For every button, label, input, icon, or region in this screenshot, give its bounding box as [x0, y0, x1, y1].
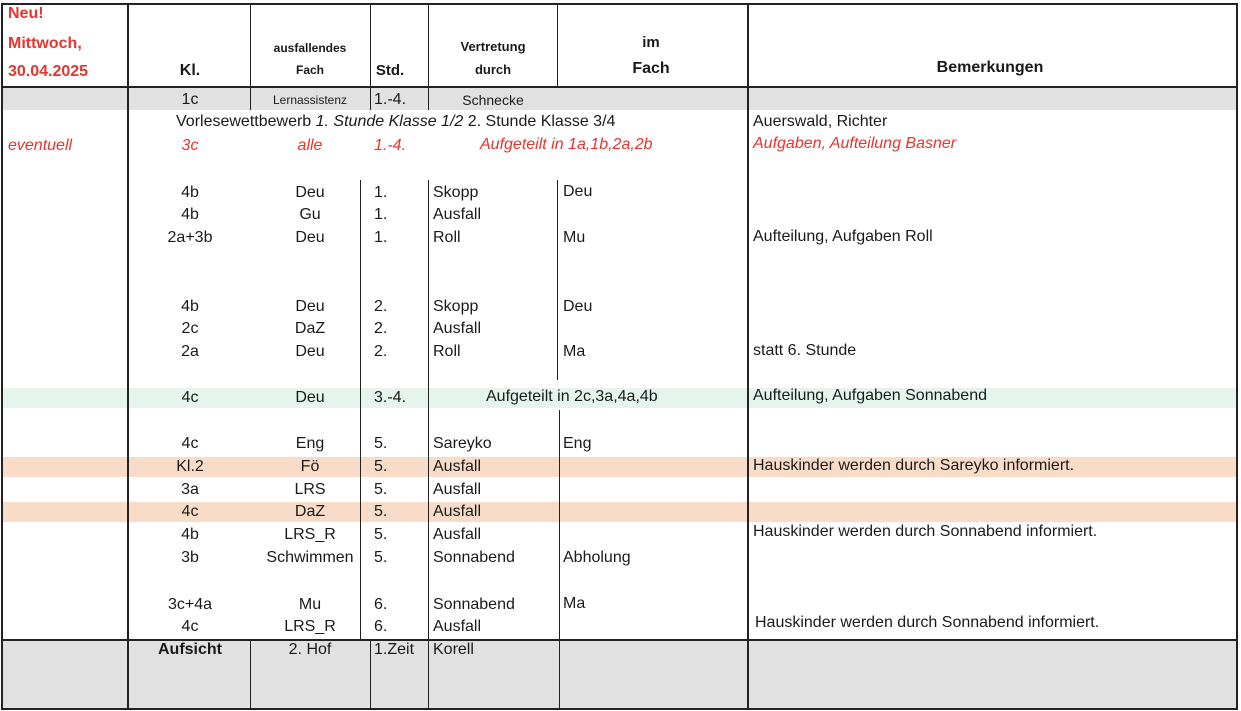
r10-klasse: 4b [181, 526, 199, 543]
r6-klasse: 4c [181, 435, 199, 452]
r4-std: 2. [374, 320, 388, 337]
row-4c-deu-std: 3.-4. [374, 389, 407, 406]
r8-std: 5. [374, 481, 388, 498]
r3-imfach: Deu [563, 298, 593, 315]
r3-std: 2. [374, 298, 388, 315]
r2-klasse: 2a+3b [167, 229, 213, 246]
col-line-5 [557, 4, 558, 86]
r6-std: 5. [374, 435, 388, 452]
r0-klasse: 4b [181, 184, 199, 201]
r5-std: 2. [374, 343, 388, 360]
header-fach-top: ausfallendes [273, 41, 347, 55]
col-line-4c [428, 180, 429, 708]
r12-klasse: 3c+4a [167, 596, 213, 613]
r7-bemerkung: Hauskinder werden durch Sareyko informiert. [753, 457, 1075, 474]
notice-weekday: Mittwoch, [8, 35, 82, 52]
col-line-2b [250, 88, 251, 110]
r6-fach: Eng [295, 435, 325, 452]
col-line-4 [428, 4, 429, 86]
row3-bemerkung: Aufgaben, Aufteilung Basner [753, 135, 957, 152]
row3-fach: alle [297, 137, 323, 154]
r5-fach: Deu [295, 343, 325, 360]
r13-fach: LRS_R [284, 618, 336, 635]
row1-vertretung: Schnecke [462, 92, 524, 108]
col-line-3d [370, 639, 371, 708]
r8-fach: LRS [294, 481, 326, 498]
header-vertretung-top: Vertretung [460, 39, 526, 54]
r7-vertretung: Ausfall [433, 458, 482, 475]
r9-fach: DaZ [294, 503, 326, 520]
r7-fach: Fö [300, 458, 320, 475]
col-line-3 [370, 4, 371, 86]
r3-klasse: 4b [181, 298, 199, 315]
r1-fach: Gu [299, 206, 321, 223]
row2-text-c: 2. Stunde Klasse 3/4 [467, 113, 616, 130]
row-4c-deu-vertretung: Aufgeteilt in 2c,3a,4a,4b [486, 388, 658, 405]
col-line-1 [127, 4, 129, 708]
row2-event [176, 114, 615, 130]
col-line-3b [370, 88, 371, 110]
header-imfach-bottom: Fach [632, 60, 670, 77]
r8-vertretung: Ausfall [433, 481, 482, 498]
r9-klasse: 4c [181, 503, 199, 520]
r10-bemerkung: Hauskinder werden durch Sonnabend informiert. [753, 523, 1098, 540]
r0-fach: Deu [295, 184, 325, 201]
header-std: Std. [375, 62, 405, 79]
col-line-4b [428, 88, 429, 110]
r9-vertretung: Ausfall [433, 503, 482, 520]
r2-imfach: Mu [563, 229, 586, 246]
r10-vertretung: Ausfall [433, 526, 482, 543]
header-vertretung-bottom: durch [474, 62, 512, 77]
r13-bemerkung: Hauskinder werden durch Sonnabend informiert. [755, 614, 1100, 631]
r5-klasse: 2a [181, 343, 199, 360]
col-line-2 [250, 4, 251, 86]
r0-imfach: Deu [563, 183, 593, 200]
r1-klasse: 4b [181, 206, 199, 223]
r11-std: 5. [374, 549, 388, 566]
r6-vertretung: Sareyko [433, 435, 492, 452]
header-bemerkungen: Bemerkungen [936, 59, 1044, 76]
r12-vertretung: Sonnabend [433, 596, 515, 613]
row2-text-b: 1. Stunde Klasse 1/2 [315, 113, 464, 130]
r13-klasse: 4c [181, 618, 199, 635]
aufsicht-label: Aufsicht [158, 641, 222, 658]
r5-imfach: Ma [563, 343, 586, 360]
aufsicht-ort: 2. Hof [288, 641, 332, 658]
r12-std: 6. [374, 596, 388, 613]
row1-klasse: 1c [181, 91, 199, 108]
r7-klasse: Kl.2 [176, 458, 204, 475]
row1-fach: Lernassistenz [272, 93, 348, 107]
r11-vertretung: Sonnabend [433, 549, 515, 566]
r4-klasse: 2c [181, 320, 199, 337]
r5-vertretung: Roll [433, 343, 461, 360]
r11-fach: Schwimmen [266, 549, 354, 566]
r9-std: 5. [374, 503, 388, 520]
r2-std: 1. [374, 229, 388, 246]
r2-bemerkung: Aufteilung, Aufgaben Roll [753, 228, 933, 245]
r1-std: 1. [374, 206, 388, 223]
r6-imfach: Eng [563, 435, 592, 452]
row2-text-a: Vorlesewettbewerb [176, 113, 312, 130]
row-4c-deu-bemerkung: Aufteilung, Aufgaben Sonnabend [753, 387, 987, 404]
r1-vertretung: Ausfall [433, 206, 482, 223]
r8-klasse: 3a [181, 481, 199, 498]
row1-std: 1.-4. [374, 91, 407, 108]
r4-fach: DaZ [294, 320, 326, 337]
r12-imfach: Ma [563, 595, 586, 612]
r3-fach: Deu [295, 298, 325, 315]
col-line-3c [360, 180, 361, 640]
row3-std: 1.-4. [374, 137, 407, 154]
col-line-2c [250, 639, 251, 708]
row3-klasse: 3c [181, 137, 199, 154]
notice-date: 30.04.2025 [8, 63, 89, 80]
r11-imfach: Abholung [563, 549, 631, 566]
r12-fach: Mu [298, 596, 322, 613]
r2-vertretung: Roll [433, 229, 461, 246]
r3-vertretung: Skopp [433, 298, 479, 315]
r5-bemerkung: statt 6. Stunde [753, 342, 857, 359]
aufsicht-person: Korell [433, 641, 474, 658]
header-fach-bottom: Fach [295, 63, 325, 77]
header-imfach-top: im [642, 34, 660, 51]
header-divider [2, 86, 1236, 88]
aufsicht-zeit: 1.Zeit [374, 641, 415, 658]
r10-fach: LRS_R [284, 526, 336, 543]
r13-vertretung: Ausfall [433, 618, 482, 635]
row3-vertretung: Aufgeteilt in 1a,1b,2a,2b [480, 136, 653, 153]
row2-bemerkung: Auerswald, Richter [753, 113, 888, 130]
r13-std: 6. [374, 618, 388, 635]
notice-new: Neu! [8, 5, 44, 22]
r4-vertretung: Ausfall [433, 320, 482, 337]
col-line-6 [747, 4, 749, 708]
r0-vertretung: Skopp [433, 184, 479, 201]
row-4c-deu-fach: Deu [295, 389, 325, 406]
col-line-5c [559, 410, 560, 708]
row-4c-deu-klasse: 4c [181, 389, 199, 406]
r0-std: 1. [374, 184, 388, 201]
r10-std: 5. [374, 526, 388, 543]
r11-klasse: 3b [181, 549, 199, 566]
header-klasse: Kl. [179, 62, 201, 79]
r7-std: 5. [374, 458, 388, 475]
col-line-5b [557, 180, 558, 380]
r2-fach: Deu [295, 229, 325, 246]
row3-tag: eventuell [8, 137, 73, 154]
